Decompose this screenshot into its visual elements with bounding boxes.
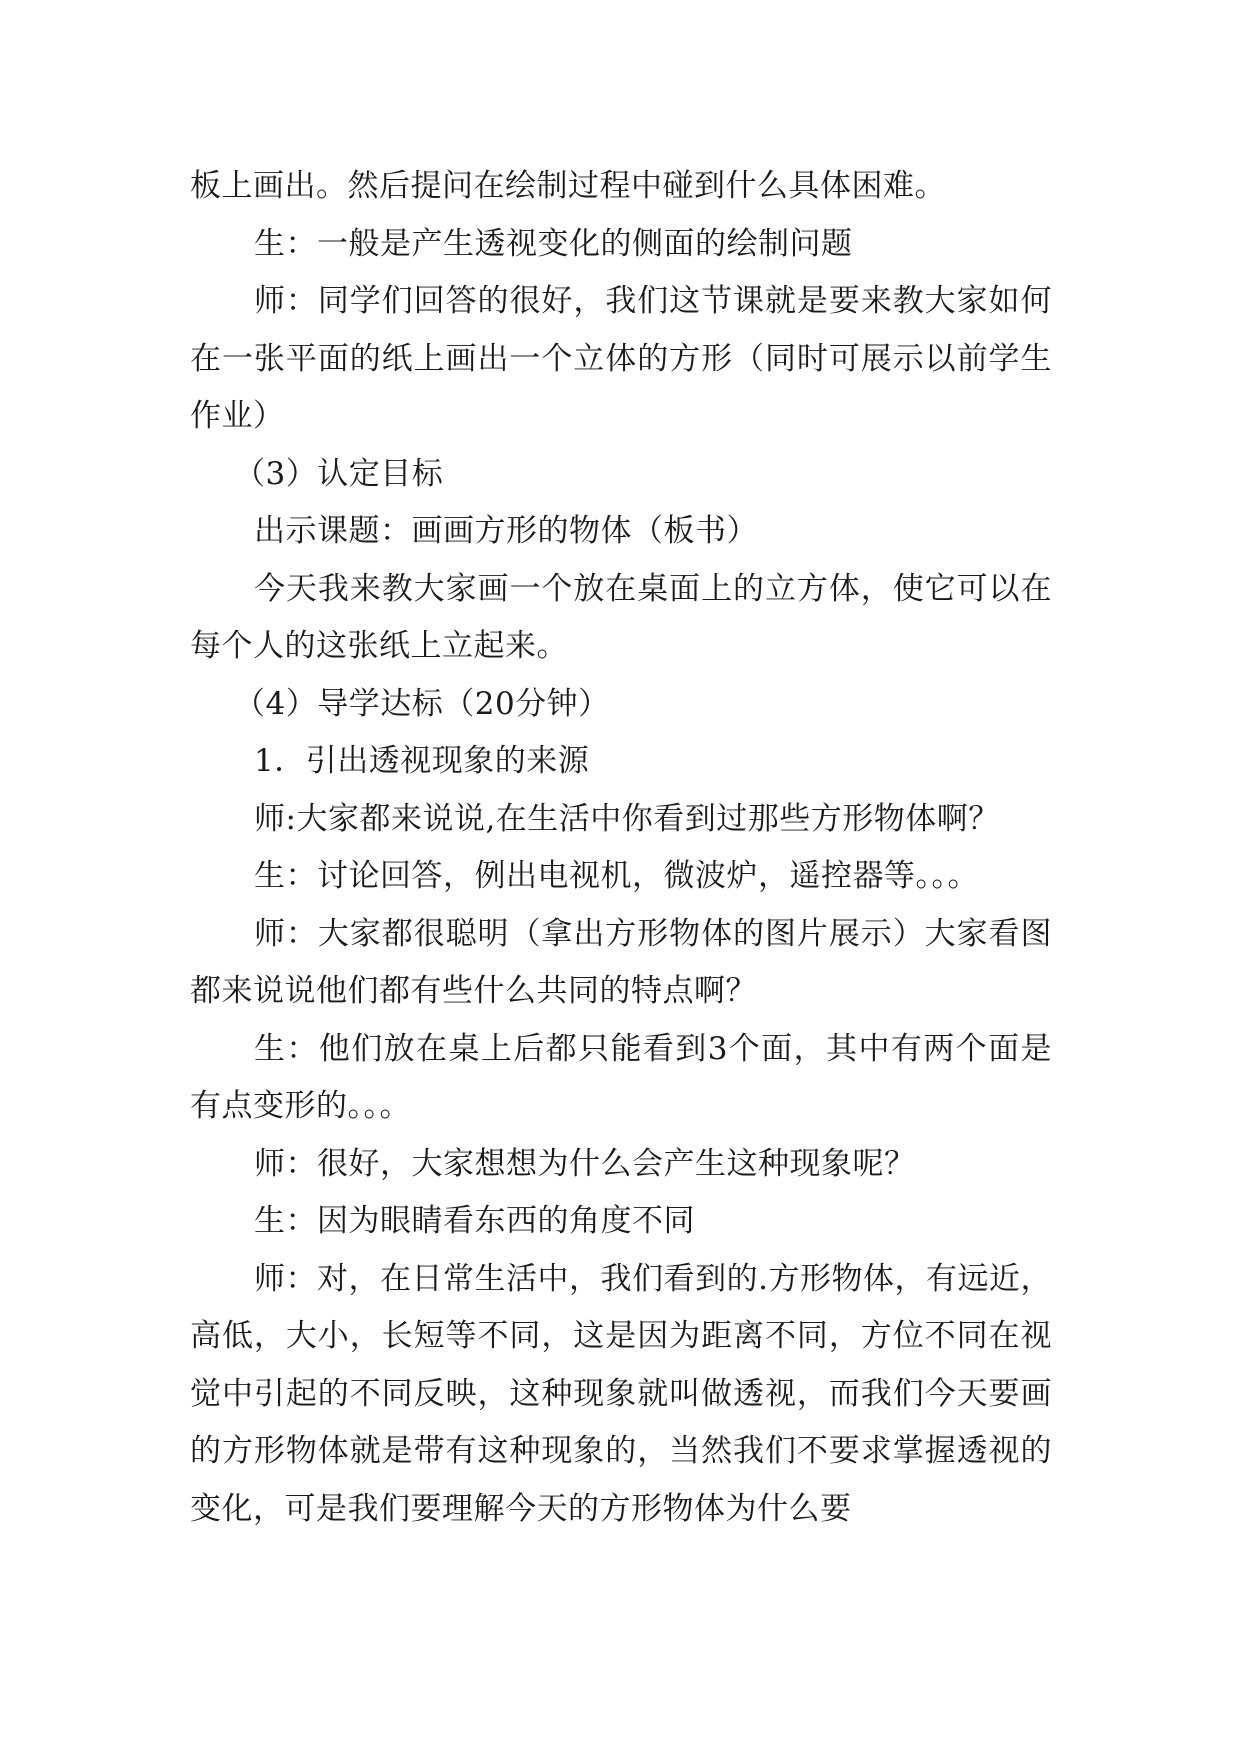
paragraph-student-observation: 生：他们放在桌上后都只能看到3个面，其中有两个面是有点变形的。。。 xyxy=(190,1030,1052,1124)
paragraph-teacher-question: 师:大家都来说说,在生活中你看到过那些方形物体啊？ xyxy=(254,800,1000,837)
paragraph-teacher-remark: 师：同学们回答的很好，我们这节课就是要来教大家如何在一张平面的纸上画出一个立体的方形（同时可展示以前学生作业） xyxy=(190,283,1052,434)
section-heading-guided-learning: （4）导学达标（20分钟） xyxy=(234,685,610,722)
paragraph-teacher-why: 师：很好，大家想想为什么会产生这种现象呢？ xyxy=(254,1145,916,1182)
section-heading-goals: （3）认定目标 xyxy=(234,455,444,492)
paragraph-student-answer: 生：一般是产生透视变化的侧面的绘制问题 xyxy=(254,225,853,262)
paragraph-teacher-explanation: 师：对，在日常生活中，我们看到的.方形物体，有远近，高低，大小，长短等不同，这是因为距离不同，方位不同在视觉中引起的不同反映，这种现象就叫做透视，而我们今天要画的方形物体就是带有这种现象的，当然我们不要求掌握透视的变化，可是我们要理解今天的方形物体为什么要 xyxy=(190,1260,1052,1527)
paragraph-intro: 今天我来教大家画一个放在桌面上的立方体，使它可以在每个人的这张纸上立起来。 xyxy=(190,570,1052,664)
paragraph-student-discussion: 生：讨论回答，例出电视机，微波炉，遥控器等。。。 xyxy=(254,858,979,894)
paragraph-lesson-title: 出示课题：画画方形的物体（板书） xyxy=(254,513,758,549)
subsection-heading-perspective: 1．引出透视现象的来源 xyxy=(254,743,590,779)
paragraph-continuation: 板上画出。然后提问在绘制过程中碰到什么具体困难。 xyxy=(190,168,946,204)
paragraph-teacher-picture: 师：大家都很聪明（拿出方形物体的图片展示）大家看图都来说说他们都有些什么共同的特点啊？ xyxy=(190,915,1052,1009)
paragraph-student-reason: 生：因为眼睛看东西的角度不同 xyxy=(254,1203,695,1239)
document-body xyxy=(190,158,1052,1538)
